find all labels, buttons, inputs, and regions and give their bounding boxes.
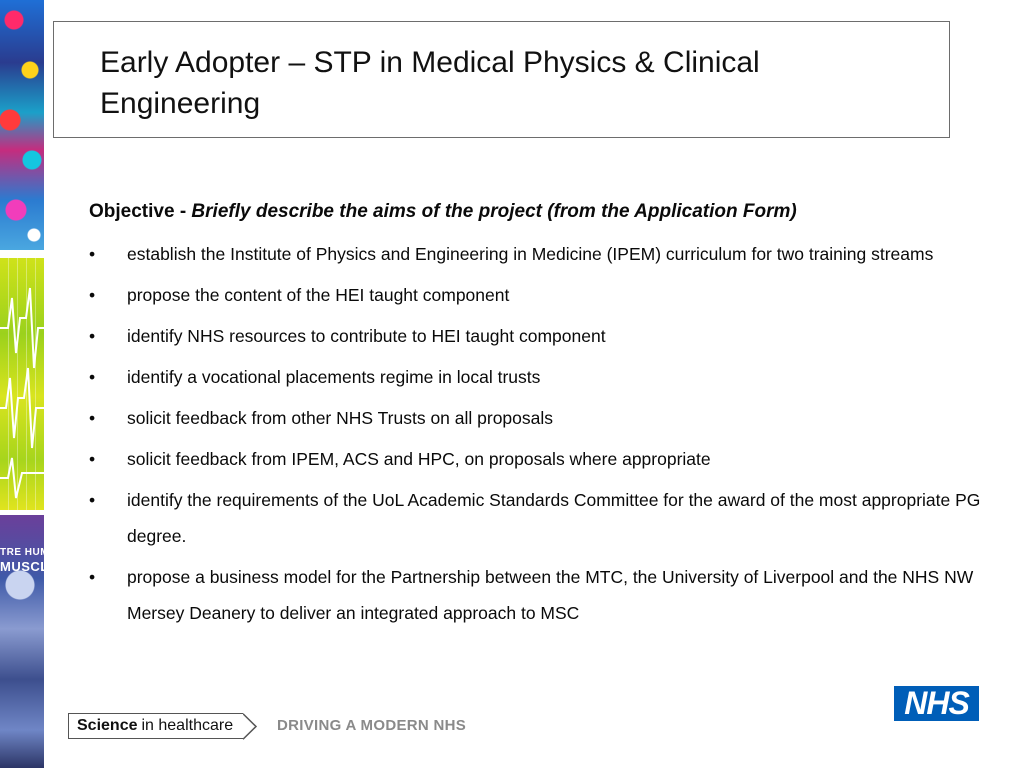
slide-title: Early Adopter – STP in Medical Physics & Clinical Engineering <box>100 46 760 120</box>
nhs-logo: NHS <box>894 686 979 721</box>
list-item: • identify NHS resources to contribute to HEI taught component <box>89 318 989 354</box>
bullet-icon: • <box>89 326 96 346</box>
decorative-image-top <box>0 0 44 250</box>
bullet-icon: • <box>89 449 96 469</box>
bullet-icon: • <box>89 367 96 387</box>
bullet-icon: • <box>89 285 96 305</box>
decorative-image-bottom <box>0 515 50 768</box>
list-item: • solicit feedback from other NHS Trusts on all proposals <box>89 400 989 436</box>
science-word: Science <box>77 717 138 734</box>
objective-aim: Briefly describe the aims of the project (from the Application Form) <box>191 201 797 222</box>
objective-label: Objective - <box>89 201 192 222</box>
bullet-icon: • <box>89 567 96 587</box>
heartbeat-line-graphic <box>0 258 44 510</box>
list-item: • identify the requirements of the UoL Academic Standards Committee for the award of the most appropriate PG degree. <box>89 482 989 554</box>
bullet-icon: • <box>89 490 96 510</box>
list-item: • propose the content of the HEI taught component <box>89 277 989 313</box>
bullet-icon: • <box>89 244 96 264</box>
chevron-right-icon <box>243 713 257 740</box>
bullet-icon: • <box>89 408 96 428</box>
objective-heading <box>89 199 989 225</box>
list-item: • solicit feedback from IPEM, ACS and HPC, on proposals where appropriate <box>89 441 989 477</box>
objectives-list <box>89 236 989 636</box>
list-item: • propose a business model for the Partnership between the MTC, the University of Liverpool and the NHS NW Mersey Deanery to deliver an integrated approach to MSC <box>89 559 989 631</box>
science-in-healthcare-box <box>68 713 243 739</box>
science-in-healthcare-logo <box>68 713 257 739</box>
in-healthcare-words: in healthcare <box>141 717 234 734</box>
title-box <box>53 21 950 138</box>
list-item: • identify a vocational placements regime in local trusts <box>89 359 989 395</box>
decorative-image-caption: TRE HUM MUSCL <box>0 547 50 574</box>
driving-modern-nhs-tagline: DRIVING A MODERN NHS <box>277 717 467 734</box>
list-item: • establish the Institute of Physics and Engineering in Medicine (IPEM) curriculum for two training streams <box>89 236 989 272</box>
